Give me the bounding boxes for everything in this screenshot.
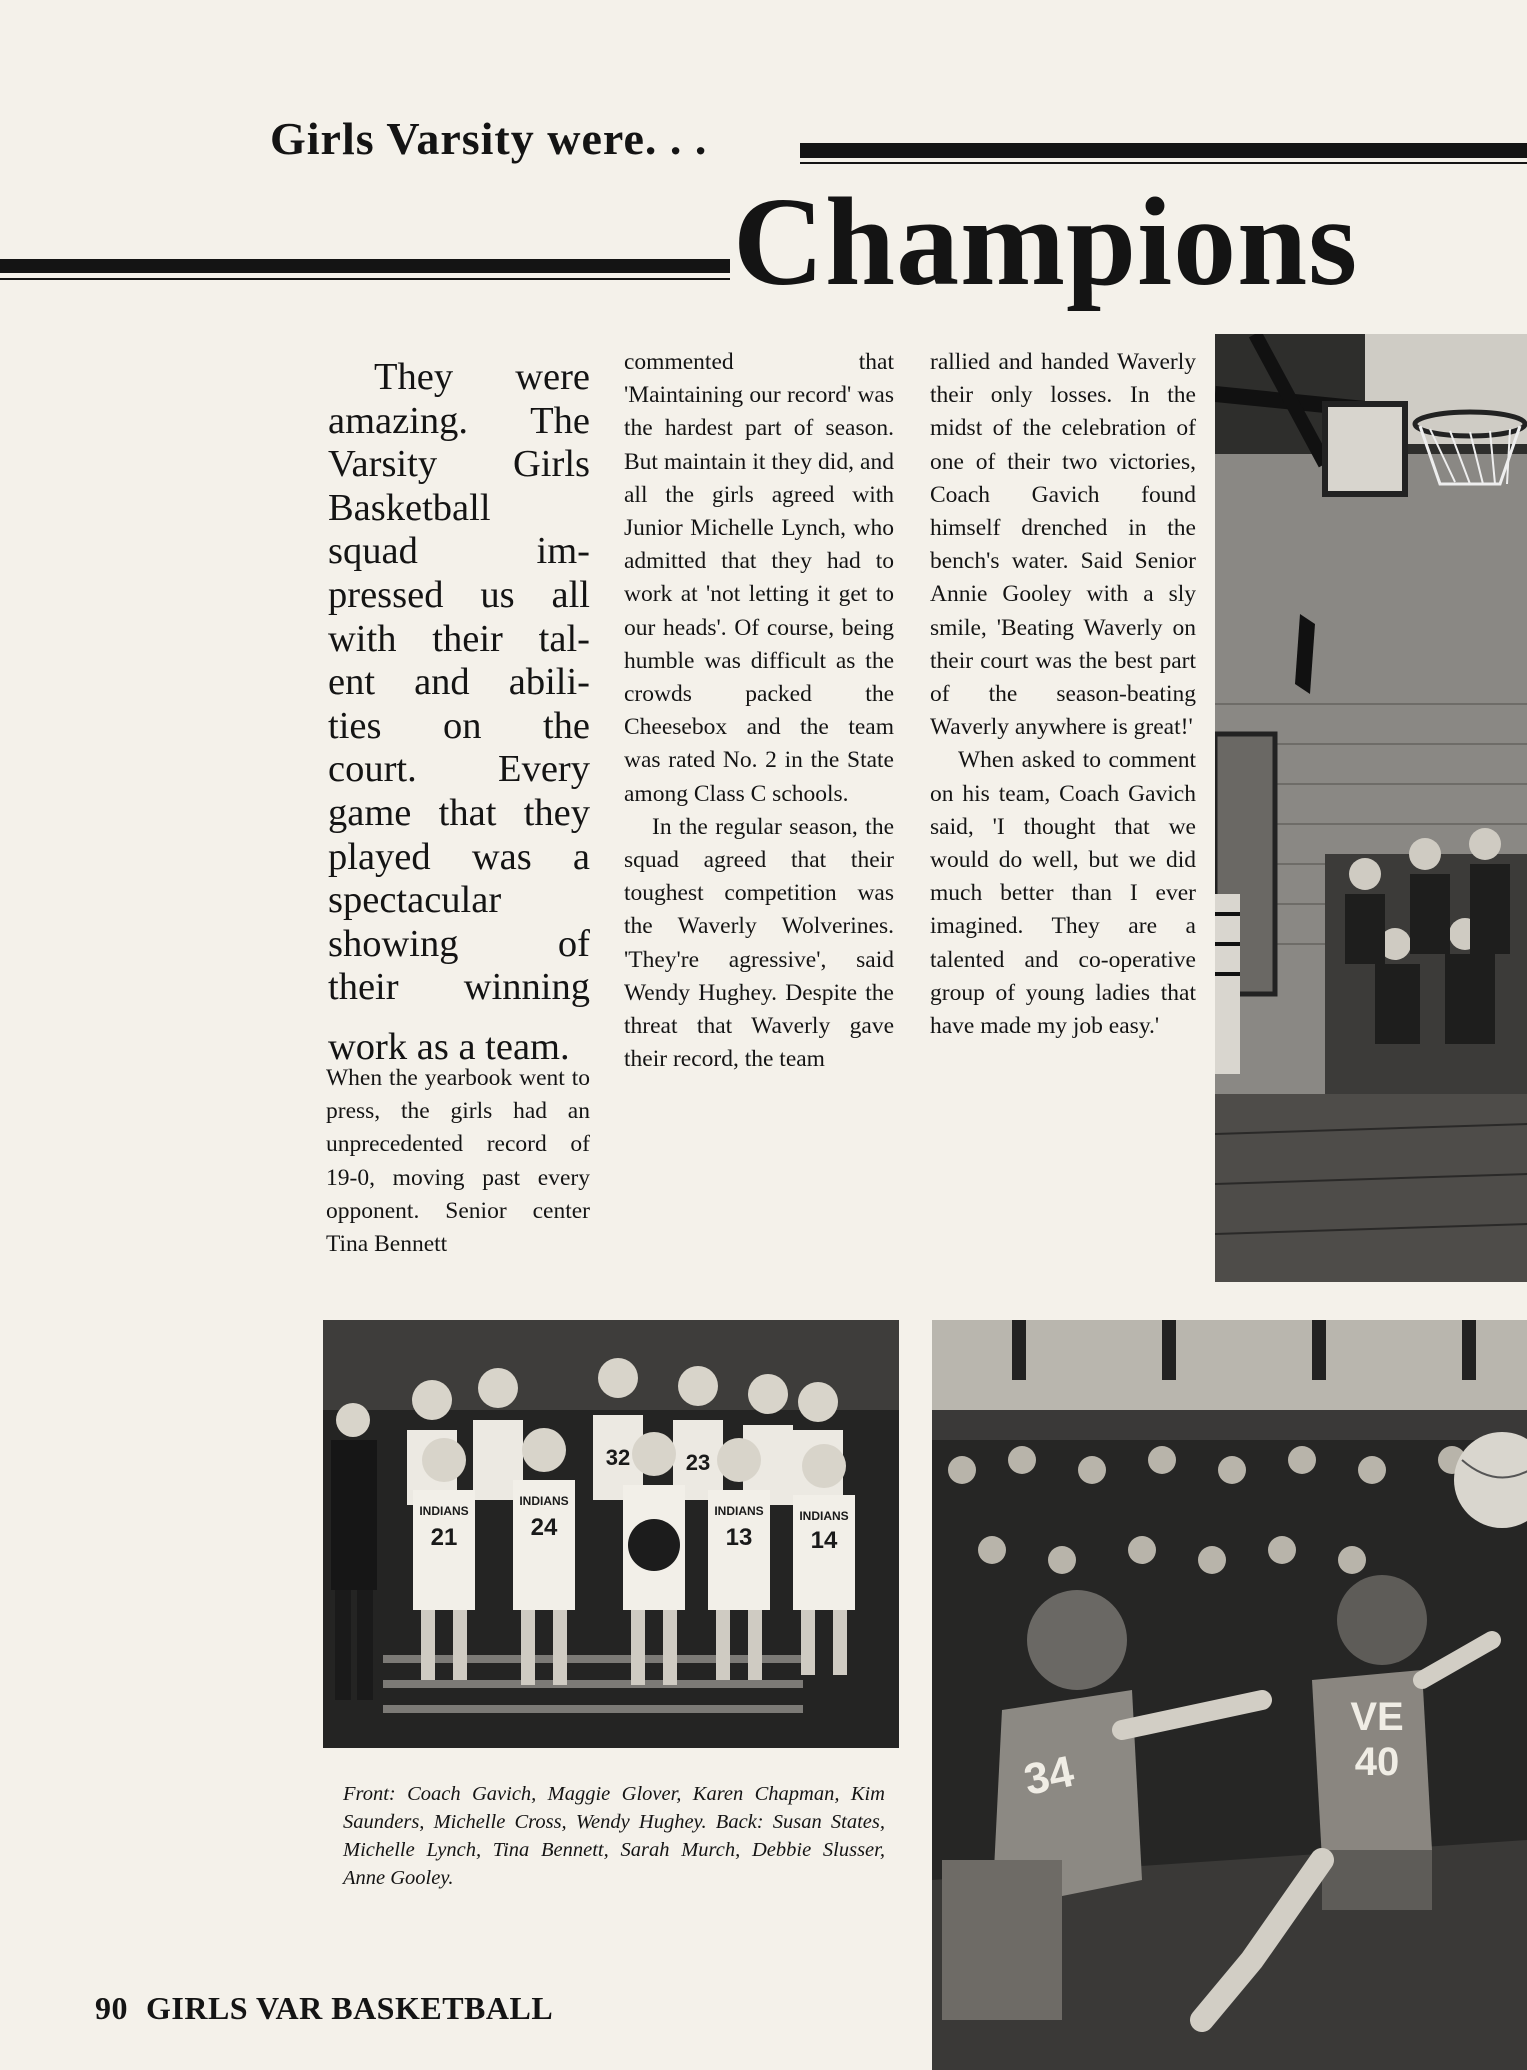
page-number: 90 bbox=[95, 1990, 128, 2026]
top-rule bbox=[800, 143, 1527, 158]
article-column-2 bbox=[624, 346, 894, 1076]
svg-text:14: 14 bbox=[810, 1527, 838, 1554]
photo-caption: Front: Coach Gavich, Maggie Glover, Karen Chapman, Kim Saunders, Michelle Cross, Wendy Hughey. Back: Susan States, Michelle Lynch, Tina Bennett, Sarah Murch, Debbie Slusser, Anne Gooley. bbox=[343, 1783, 885, 1889]
top-rule-thin bbox=[800, 162, 1527, 164]
lead-line: their winning bbox=[328, 966, 590, 1009]
lead-line: ent and abili- bbox=[328, 661, 590, 704]
lead-line: court. Every bbox=[328, 748, 590, 791]
body-paragraph: rallied and handed Waverly their only losses. In the midst of the celebration of one of their two victories, Coach Gavich found himself drenched in the bench's water. Said Senior Annie Gooley with a sly smile, 'Beating Waverly on their court was the best part of the season-beating Waverly anywhere is great!' bbox=[930, 349, 1196, 741]
page-footer bbox=[95, 1990, 553, 2027]
svg-text:INDIANS: INDIANS bbox=[799, 1509, 849, 1523]
body-paragraph: When asked to comment on his team, Coach Gavich said, 'I thought that we would do well, but we did much better than I ever imagined. They are a talented and co-operative group of young ladies that have made my job easy.' bbox=[930, 747, 1196, 1040]
headline-rule bbox=[0, 259, 730, 273]
svg-text:40: 40 bbox=[1354, 1740, 1400, 1784]
svg-text:VE: VE bbox=[1350, 1695, 1404, 1739]
headline: Champions bbox=[733, 173, 1359, 312]
body-paragraph: In the regular season, the squad agreed that their toughest competition was the Waverly Wolverines. 'They're agressive', said Wendy Hughey. Despite the threat that Waverly gave their record, the team bbox=[624, 813, 894, 1073]
lead-line: Varsity Girls bbox=[328, 443, 590, 486]
svg-text:13: 13 bbox=[725, 1524, 753, 1551]
svg-text:INDIANS: INDIANS bbox=[419, 1504, 469, 1518]
section-title: GIRLS VAR BASKETBALL bbox=[146, 1990, 554, 2026]
lead-line: They were bbox=[374, 356, 590, 398]
lead-paragraph bbox=[328, 356, 590, 1010]
article-column-1 bbox=[326, 1062, 590, 1261]
lead-line: squad im- bbox=[328, 530, 590, 573]
photo-hoop-bench-image bbox=[1215, 334, 1527, 1282]
headline-rule-thin bbox=[0, 278, 730, 280]
body-paragraph: commented that 'Maintaining our record' was the hardest part of season. But maintain it they did, and all the girls agreed with Junior Michelle Lynch, who admitted that they had to work at 'not letting it get to our heads'. Of course, being humble was difficult as the crowds packed the Cheesebox and the team was rated No. 2 in the State among Class C schools. bbox=[624, 349, 894, 807]
basketball bbox=[628, 1519, 680, 1571]
lead-line: ties on the bbox=[328, 704, 590, 747]
svg-text:34: 34 bbox=[1019, 1746, 1079, 1805]
photo-hoop-bench bbox=[1215, 334, 1527, 1282]
svg-text:21: 21 bbox=[430, 1524, 458, 1551]
lead-line: amazing. The bbox=[328, 399, 590, 442]
svg-text:INDIANS: INDIANS bbox=[519, 1494, 569, 1508]
lead-line: spectacular bbox=[328, 879, 502, 922]
photo-team-portrait bbox=[323, 1320, 899, 1748]
kicker-title: Girls Varsity were. . . bbox=[270, 113, 708, 164]
svg-text:INDIANS: INDIANS bbox=[714, 1504, 764, 1518]
lead-line: played was a bbox=[328, 835, 590, 878]
lead-paragraph-tail: work as a team. bbox=[328, 1026, 570, 1068]
article-column-3 bbox=[930, 346, 1196, 1043]
lead-line: Basketball bbox=[328, 486, 491, 529]
body-paragraph: When the yearbook went to press, the girls had an unprecedented record of 19-0, moving past every opponent. Senior center Tina Bennett bbox=[326, 1065, 590, 1258]
photo-game-action bbox=[932, 1320, 1527, 2070]
svg-text:23: 23 bbox=[685, 1450, 711, 1475]
photo-team-portrait-image bbox=[323, 1320, 899, 1748]
lead-line: pressed us all bbox=[328, 573, 590, 616]
lead-line: with their tal- bbox=[328, 617, 590, 660]
lead-line: game that they bbox=[328, 791, 590, 834]
svg-text:24: 24 bbox=[530, 1514, 558, 1541]
photo-game-action-image bbox=[932, 1320, 1527, 2070]
lead-line: showing of bbox=[328, 922, 590, 965]
svg-text:32: 32 bbox=[605, 1445, 631, 1470]
